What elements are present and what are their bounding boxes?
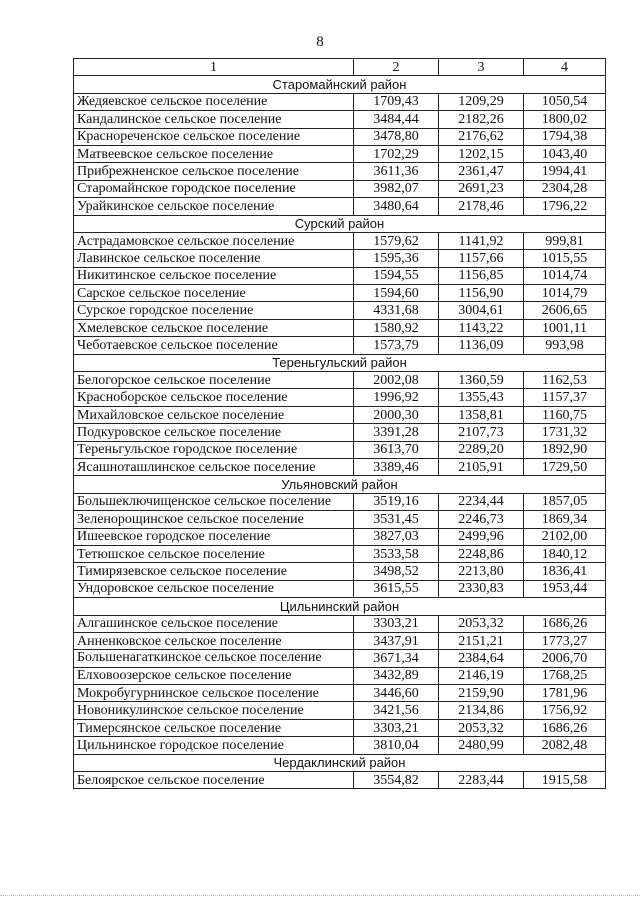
- table-row: [74, 458, 606, 475]
- value-col-4: 1160,75: [524, 406, 606, 423]
- value-col-4: 999,81: [524, 232, 606, 249]
- scan-edge-line: [0, 895, 640, 899]
- table-row: [74, 424, 606, 441]
- value-col-2: 1996,92: [354, 389, 439, 406]
- value-col-3: 2499,96: [439, 528, 524, 545]
- value-col-3: 1141,92: [439, 232, 524, 249]
- value-col-2: 1579,62: [354, 232, 439, 249]
- value-col-4: 2606,65: [524, 302, 606, 319]
- settlement-name: Михайловское сельское поселение: [74, 406, 354, 423]
- settlement-name: Красноборское сельское поселение: [74, 389, 354, 406]
- value-col-3: 2182,26: [439, 111, 524, 128]
- table-row: [74, 511, 606, 528]
- settlement-name: Хмелевское сельское поселение: [74, 319, 354, 336]
- value-col-3: 2691,23: [439, 180, 524, 197]
- value-col-2: 3303,21: [354, 719, 439, 736]
- value-col-2: 2002,08: [354, 372, 439, 389]
- table-row: [74, 667, 606, 684]
- value-col-4: 1773,27: [524, 632, 606, 649]
- table-row: [74, 406, 606, 423]
- value-col-4: 1836,41: [524, 563, 606, 580]
- value-col-4: 2304,28: [524, 180, 606, 197]
- value-col-4: 1014,74: [524, 267, 606, 284]
- value-col-3: 2361,47: [439, 163, 524, 180]
- settlement-name: Подкуровское сельское поселение: [74, 424, 354, 441]
- value-col-3: 2134,86: [439, 702, 524, 719]
- value-col-2: 3827,03: [354, 528, 439, 545]
- value-col-4: 1157,37: [524, 389, 606, 406]
- column-header: 2: [354, 59, 439, 76]
- district-name: Тереньгульский район: [74, 354, 606, 371]
- value-col-3: 1360,59: [439, 372, 524, 389]
- value-col-3: 1156,85: [439, 267, 524, 284]
- value-col-3: 2107,73: [439, 424, 524, 441]
- table-row: [74, 615, 606, 632]
- district-name: Ульяновский район: [74, 476, 606, 493]
- value-col-4: 1840,12: [524, 545, 606, 562]
- value-col-2: 3446,60: [354, 685, 439, 702]
- table-row: [74, 267, 606, 284]
- table-header-row: [74, 59, 606, 76]
- value-col-3: 2234,44: [439, 493, 524, 510]
- table-row: [74, 545, 606, 562]
- value-col-4: 2006,70: [524, 650, 606, 667]
- value-col-4: 1869,34: [524, 511, 606, 528]
- district-header-row: [74, 476, 606, 493]
- settlement-name: Кандалинское сельское поселение: [74, 111, 354, 128]
- value-col-3: 2246,73: [439, 511, 524, 528]
- settlement-name: Краснореченское сельское поселение: [74, 128, 354, 145]
- settlement-name: Белогорское сельское поселение: [74, 372, 354, 389]
- district-header-row: [74, 76, 606, 93]
- settlement-name: Матвеевское сельское поселение: [74, 145, 354, 162]
- value-col-2: 3531,45: [354, 511, 439, 528]
- table-row: [74, 180, 606, 197]
- table-row: [74, 372, 606, 389]
- settlement-name: Ясашноташлинское сельское поселение: [74, 458, 354, 475]
- settlement-name: Лавинское сельское поселение: [74, 250, 354, 267]
- value-col-3: 1358,81: [439, 406, 524, 423]
- district-name: Старомайнский район: [74, 76, 606, 93]
- table-row: [74, 250, 606, 267]
- column-header: 3: [439, 59, 524, 76]
- table-body: [74, 76, 606, 789]
- value-col-4: 1686,26: [524, 719, 606, 736]
- value-col-4: 2082,48: [524, 737, 606, 754]
- value-col-4: 993,98: [524, 337, 606, 354]
- value-col-2: 3303,21: [354, 615, 439, 632]
- settlement-name: Большеключищенское сельское поселение: [74, 493, 354, 510]
- table-row: [74, 441, 606, 458]
- value-col-4: 1686,26: [524, 615, 606, 632]
- value-col-2: 3611,36: [354, 163, 439, 180]
- table-row: [74, 563, 606, 580]
- value-col-4: 1915,58: [524, 772, 606, 789]
- value-col-4: 1800,02: [524, 111, 606, 128]
- settlement-name: Тимирязевское сельское поселение: [74, 563, 354, 580]
- data-table: [73, 58, 606, 789]
- table-row: [74, 198, 606, 215]
- value-col-4: 1731,32: [524, 424, 606, 441]
- value-col-3: 2213,80: [439, 563, 524, 580]
- table-row: [74, 128, 606, 145]
- value-col-3: 2146,19: [439, 667, 524, 684]
- table-row: [74, 528, 606, 545]
- value-col-2: 3519,16: [354, 493, 439, 510]
- value-col-4: 1796,22: [524, 198, 606, 215]
- district-header-row: [74, 215, 606, 232]
- value-col-2: 1580,92: [354, 319, 439, 336]
- value-col-3: 2330,83: [439, 580, 524, 597]
- value-col-2: 3421,56: [354, 702, 439, 719]
- value-col-3: 2105,91: [439, 458, 524, 475]
- value-col-3: 1209,29: [439, 93, 524, 110]
- table-row: [74, 145, 606, 162]
- value-col-3: 2176,62: [439, 128, 524, 145]
- value-col-4: 1014,79: [524, 285, 606, 302]
- value-col-2: 3810,04: [354, 737, 439, 754]
- value-col-4: 1050,54: [524, 93, 606, 110]
- value-col-4: 1857,05: [524, 493, 606, 510]
- value-col-3: 1202,15: [439, 145, 524, 162]
- value-col-2: 1595,36: [354, 250, 439, 267]
- value-col-4: 1162,53: [524, 372, 606, 389]
- settlement-name: Урайкинское сельское поселение: [74, 198, 354, 215]
- value-col-2: 3498,52: [354, 563, 439, 580]
- value-col-3: 2480,99: [439, 737, 524, 754]
- table-row: [74, 719, 606, 736]
- value-col-3: 2283,44: [439, 772, 524, 789]
- table-row: [74, 163, 606, 180]
- value-col-3: 2159,90: [439, 685, 524, 702]
- settlement-name: Сурское городское поселение: [74, 302, 354, 319]
- value-col-2: 3982,07: [354, 180, 439, 197]
- settlement-name: Тимерсянское сельское поселение: [74, 719, 354, 736]
- value-col-2: 3613,70: [354, 441, 439, 458]
- settlement-name: Ундоровское сельское поселение: [74, 580, 354, 597]
- value-col-2: 1709,43: [354, 93, 439, 110]
- settlement-name: Большенагаткинское сельское поселение: [74, 650, 354, 667]
- value-col-3: 1143,22: [439, 319, 524, 336]
- settlement-name: Жедяевское сельское поселение: [74, 93, 354, 110]
- value-col-2: 3391,28: [354, 424, 439, 441]
- value-col-3: 1156,90: [439, 285, 524, 302]
- value-col-2: 1594,55: [354, 267, 439, 284]
- value-col-4: 1729,50: [524, 458, 606, 475]
- value-col-4: 1768,25: [524, 667, 606, 684]
- district-name: Цильнинский район: [74, 598, 606, 615]
- district-name: Сурский район: [74, 215, 606, 232]
- value-col-3: 2384,64: [439, 650, 524, 667]
- district-header-row: [74, 354, 606, 371]
- value-col-3: 1136,09: [439, 337, 524, 354]
- district-header-row: [74, 598, 606, 615]
- table-row: [74, 685, 606, 702]
- table-row: [74, 285, 606, 302]
- value-col-4: 1794,38: [524, 128, 606, 145]
- table-row: [74, 493, 606, 510]
- settlement-name: Тереньгульское городское поселение: [74, 441, 354, 458]
- value-col-2: 3389,46: [354, 458, 439, 475]
- value-col-2: 1573,79: [354, 337, 439, 354]
- value-col-2: 3480,64: [354, 198, 439, 215]
- value-col-2: 1702,29: [354, 145, 439, 162]
- settlement-name: Алгашинское сельское поселение: [74, 615, 354, 632]
- value-col-2: 3437,91: [354, 632, 439, 649]
- value-col-3: 2053,32: [439, 615, 524, 632]
- table-row: [74, 93, 606, 110]
- value-col-4: 1953,44: [524, 580, 606, 597]
- value-col-2: 3533,58: [354, 545, 439, 562]
- settlement-name: Сарское сельское поселение: [74, 285, 354, 302]
- table-row: [74, 632, 606, 649]
- value-col-4: 1043,40: [524, 145, 606, 162]
- settlement-name: Цильнинское городское поселение: [74, 737, 354, 754]
- settlement-name: Прибрежненское сельское поселение: [74, 163, 354, 180]
- value-col-2: 1594,60: [354, 285, 439, 302]
- value-col-4: 1781,96: [524, 685, 606, 702]
- table-row: [74, 302, 606, 319]
- table-row: [74, 232, 606, 249]
- value-col-2: 3484,44: [354, 111, 439, 128]
- settlement-name: Новоникулинское сельское поселение: [74, 702, 354, 719]
- table-row: [74, 111, 606, 128]
- value-col-4: 1001,11: [524, 319, 606, 336]
- value-col-2: 2000,30: [354, 406, 439, 423]
- settlement-name: Зеленорощинское сельское поселение: [74, 511, 354, 528]
- value-col-3: 2248,86: [439, 545, 524, 562]
- column-header: 1: [74, 59, 354, 76]
- settlement-name: Чеботаевское сельское поселение: [74, 337, 354, 354]
- table-row: [74, 580, 606, 597]
- value-col-3: 2053,32: [439, 719, 524, 736]
- value-col-4: 1994,41: [524, 163, 606, 180]
- table-row: [74, 650, 606, 667]
- settlement-name: Белоярское сельское поселение: [74, 772, 354, 789]
- page-number: 8: [316, 34, 324, 50]
- value-col-4: 1756,92: [524, 702, 606, 719]
- value-col-2: 3615,55: [354, 580, 439, 597]
- settlement-name: Тетюшское сельское поселение: [74, 545, 354, 562]
- value-col-3: 2178,46: [439, 198, 524, 215]
- settlement-name: Никитинское сельское поселение: [74, 267, 354, 284]
- value-col-4: 2102,00: [524, 528, 606, 545]
- value-col-3: 3004,61: [439, 302, 524, 319]
- value-col-2: 3478,80: [354, 128, 439, 145]
- value-col-2: 4331,68: [354, 302, 439, 319]
- column-header: 4: [524, 59, 606, 76]
- settlement-name: Старомайнское городское поселение: [74, 180, 354, 197]
- settlement-name: Анненковское сельское поселение: [74, 632, 354, 649]
- value-col-4: 1892,90: [524, 441, 606, 458]
- table-row: [74, 319, 606, 336]
- settlement-name: Елховоозерское сельское поселение: [74, 667, 354, 684]
- district-header-row: [74, 754, 606, 771]
- value-col-3: 1157,66: [439, 250, 524, 267]
- value-col-3: 2289,20: [439, 441, 524, 458]
- district-name: Чердаклинский район: [74, 754, 606, 771]
- value-col-2: 3432,89: [354, 667, 439, 684]
- table-row: [74, 772, 606, 789]
- table-row: [74, 389, 606, 406]
- settlement-name: Ишеевское городское поселение: [74, 528, 354, 545]
- settlement-name: Мокробугурнинское сельское поселение: [74, 685, 354, 702]
- value-col-2: 3671,34: [354, 650, 439, 667]
- value-col-3: 2151,21: [439, 632, 524, 649]
- value-col-3: 1355,43: [439, 389, 524, 406]
- settlement-name: Астрадамовское сельское поселение: [74, 232, 354, 249]
- table-row: [74, 737, 606, 754]
- value-col-2: 3554,82: [354, 772, 439, 789]
- table-row: [74, 702, 606, 719]
- table-row: [74, 337, 606, 354]
- value-col-4: 1015,55: [524, 250, 606, 267]
